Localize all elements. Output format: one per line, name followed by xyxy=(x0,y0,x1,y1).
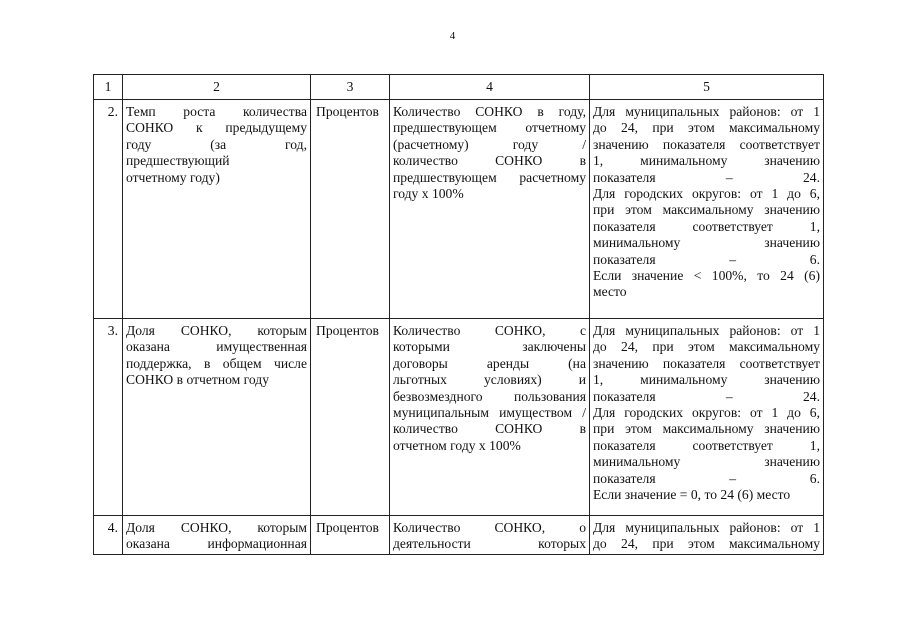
text-line: Для городских округов: от 1 до 6, xyxy=(593,186,820,202)
indicator-table xyxy=(93,74,824,555)
calculation-formula xyxy=(390,319,590,516)
calculation-formula xyxy=(390,516,590,555)
text-line: показателя – 6. xyxy=(593,251,820,267)
text-line: Для муниципальных районов: от 1 xyxy=(593,104,820,119)
table-row xyxy=(94,100,824,319)
text-line: Для муниципальных районов: от 1 xyxy=(593,323,820,338)
text-line: Количество СОНКО в году, xyxy=(393,104,586,119)
header-cell: 5 xyxy=(590,75,824,100)
text-line: показателя – 6. xyxy=(593,470,820,486)
text-line: значению показателя соответствует xyxy=(593,136,820,152)
text-line: показателя соответствует 1, xyxy=(593,218,820,234)
text-line: поддержка, в общем числе xyxy=(126,355,307,371)
text-line: договоры аренды (на xyxy=(393,355,586,371)
header-cell: 1 xyxy=(94,75,123,100)
text-line: предшествующем отчетному xyxy=(393,120,586,136)
evaluation-method xyxy=(590,100,824,319)
indicator-name xyxy=(123,100,311,319)
text-line: Если значение = 0, то 24 (6) место xyxy=(593,487,791,503)
text-line: Для муниципальных районов: от 1 xyxy=(593,520,820,535)
text-line: году х 100% xyxy=(393,186,464,202)
unit-of-measure: Процентов xyxy=(311,319,390,516)
text-line: до 24, при этом максимальному xyxy=(593,120,820,136)
text-line: количество СОНКО в xyxy=(393,153,586,169)
header-cell: 4 xyxy=(390,75,590,100)
row-number: 2. xyxy=(94,100,123,319)
text-line: показателя – 24. xyxy=(593,169,820,185)
page-number: 4 xyxy=(449,30,456,42)
table-row xyxy=(94,319,824,516)
text-line: 1, минимальному значению xyxy=(593,372,820,388)
text-line: до 24, при этом максимальному xyxy=(593,339,820,355)
text-line: Если значение < 100%, то 24 (6) xyxy=(593,268,820,284)
evaluation-method xyxy=(590,516,824,555)
text-line: которыми заключены xyxy=(393,339,586,355)
text-line: до 24, при этом максимальному xyxy=(593,536,820,552)
text-line: при этом максимальному значению xyxy=(593,421,820,437)
text-line: отчетном году х 100% xyxy=(393,437,521,453)
text-line: показателя – 24. xyxy=(593,388,820,404)
table-header-row xyxy=(94,75,824,100)
text-line: льготных условиях) и xyxy=(393,372,586,388)
text-line: году (за год, xyxy=(126,136,307,152)
text-line: деятельности которых xyxy=(393,536,586,552)
text-line: Количество СОНКО, с xyxy=(393,323,586,338)
text-line: оказана информационная xyxy=(126,536,307,552)
text-line: оказана имущественная xyxy=(126,339,307,355)
row-number: 3. xyxy=(94,319,123,516)
text-line: 1, минимальному значению xyxy=(593,153,820,169)
text-line: СОНКО к предыдущему xyxy=(126,120,307,136)
header-cell: 2 xyxy=(123,75,311,100)
unit-of-measure: Процентов xyxy=(311,100,390,319)
text-line: муниципальным имуществом / xyxy=(393,405,586,421)
indicator-name xyxy=(123,516,311,555)
text-line: Для городских округов: от 1 до 6, xyxy=(593,405,820,421)
text-line: количество СОНКО в xyxy=(393,421,586,437)
evaluation-method xyxy=(590,319,824,516)
text-line: безвозмездного пользования xyxy=(393,388,586,404)
text-line: отчетному году) xyxy=(126,169,220,185)
text-line: предшествующем расчетному xyxy=(393,169,586,185)
text-line: значению показателя соответствует xyxy=(593,355,820,371)
text-line: Доля СОНКО, которым xyxy=(126,323,307,338)
calculation-formula xyxy=(390,100,590,319)
text-line: показателя соответствует 1, xyxy=(593,437,820,453)
indicator-name xyxy=(123,319,311,516)
unit-of-measure: Процентов xyxy=(311,516,390,555)
text-line: при этом максимальному значению xyxy=(593,202,820,218)
header-cell: 3 xyxy=(311,75,390,100)
text-line: Количество СОНКО, о xyxy=(393,520,586,535)
text-line: СОНКО в отчетном году xyxy=(126,372,269,388)
text-line: предшествующий xyxy=(126,153,230,169)
row-number: 4. xyxy=(94,516,123,555)
text-line: Темп роста количества xyxy=(126,104,307,119)
text-line: минимальному значению xyxy=(593,235,820,251)
table-row xyxy=(94,516,824,555)
text-line: Доля СОНКО, которым xyxy=(126,520,307,535)
text-line: (расчетному) году / xyxy=(393,136,586,152)
text-line: место xyxy=(593,284,627,300)
text-line: минимальному значению xyxy=(593,454,820,470)
